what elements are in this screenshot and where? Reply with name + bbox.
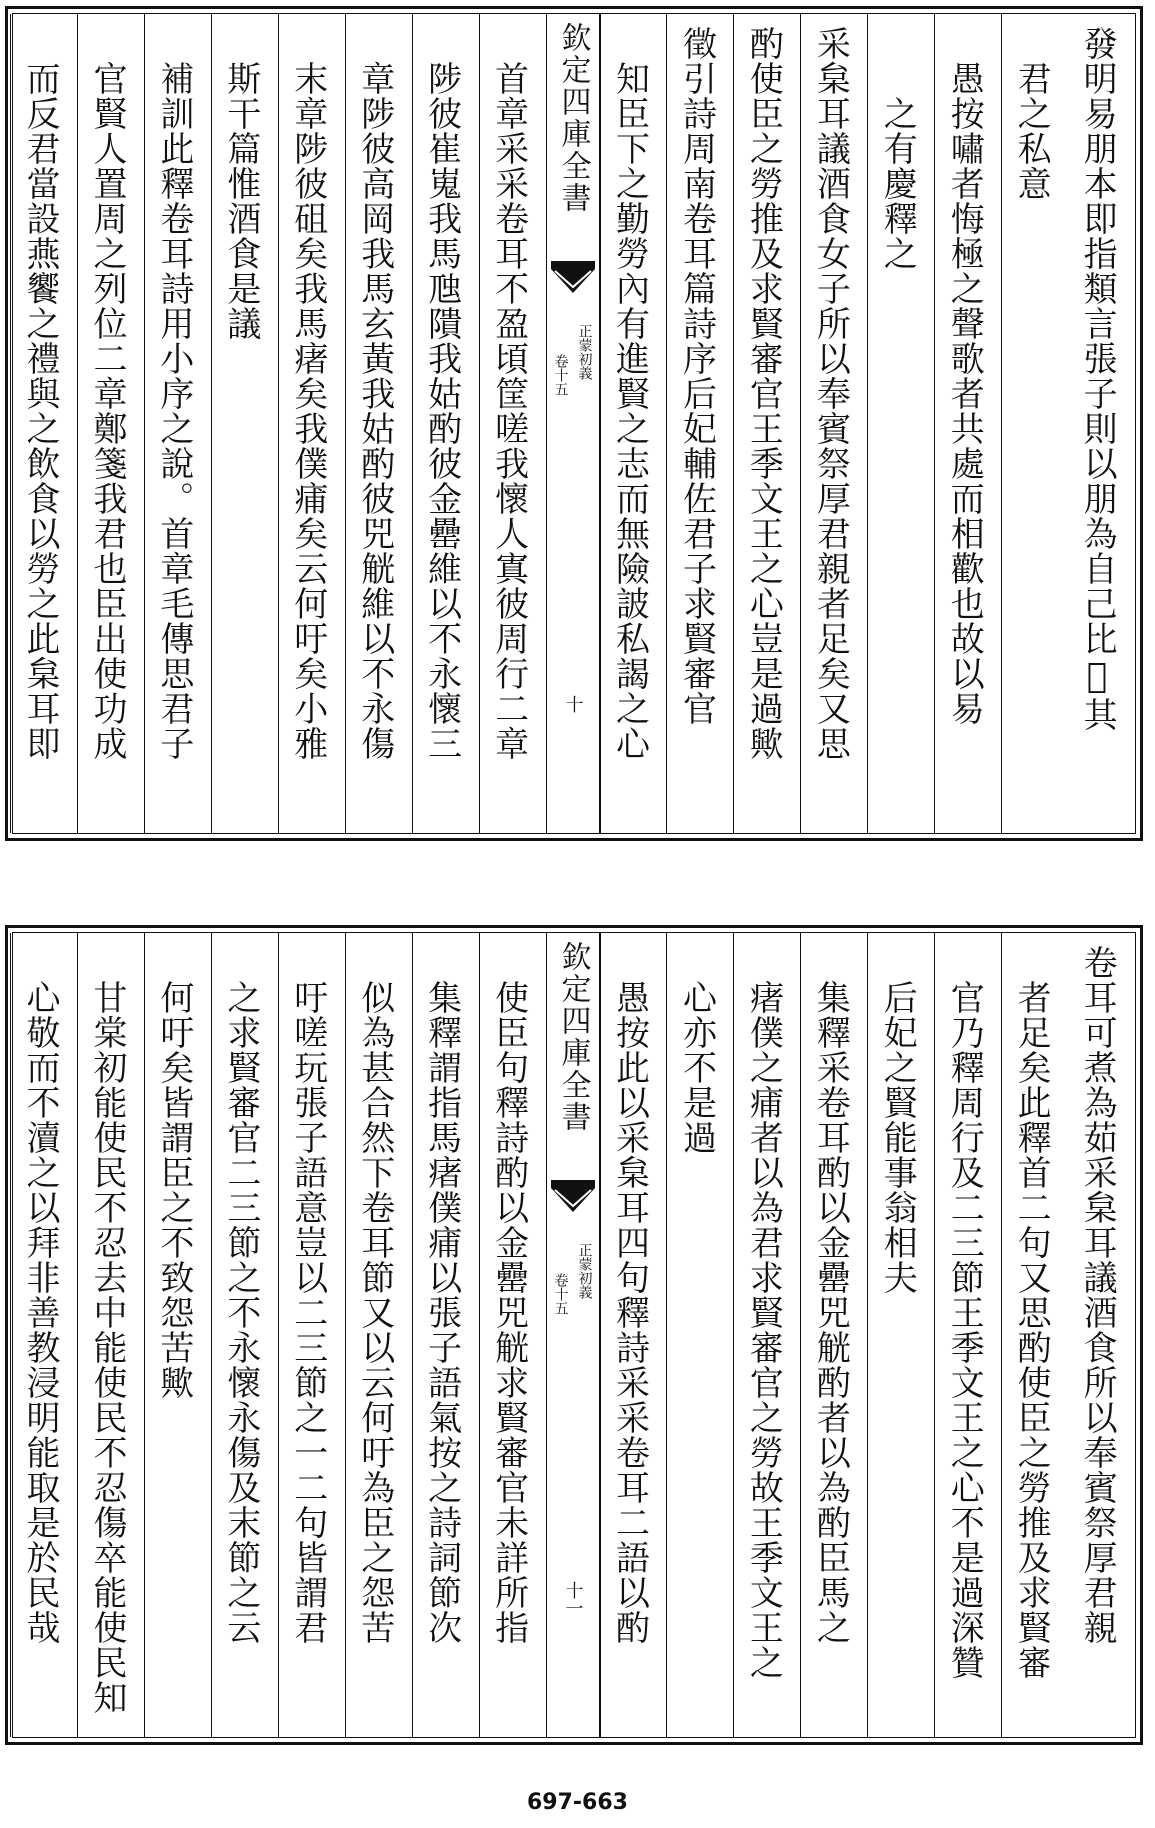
column-text: 集釋采卷耳酌以金罍兕觥酌者以為酌臣馬之 (810, 945, 851, 1645)
text-column (800, 14, 867, 833)
column-text: 而反君當設燕饗之禮與之飲食以勞之此枲耳即 (20, 26, 60, 761)
text-column (666, 933, 733, 1737)
column-text: 使臣句釋詩酌以金罍兕觥求賢審官未詳所指 (488, 945, 529, 1645)
column-text: 心敬而不瀆之以拜非善教浸明能取是於民哉 (20, 945, 60, 1645)
column-text: 酌使臣之勞推及求賢審官王季文王之心豈是過歟 (743, 26, 784, 761)
page-number: 697-663 (527, 1790, 628, 1815)
column-text: 徵引詩周南卷耳篇詩序后妃輔佐君子求賢審官 (676, 26, 717, 726)
column-text: 官賢人置周之列位二章鄭箋我君也臣出使功成 (86, 26, 127, 761)
fishtail-mark-icon (551, 259, 595, 299)
text-column (144, 933, 211, 1737)
text-column (867, 14, 934, 833)
column-text: 知臣下之勤勞內有進賢之志而無險詖私謁之心 (609, 26, 650, 761)
column-text: 官乃釋周行及二三節王季文王之心不是過深贊 (944, 945, 985, 1680)
column-text: 陟彼崔嵬我馬虺隤我姑酌彼金罍維以不永懷三 (421, 26, 462, 761)
column-text: 愚按此以采枲耳四句釋詩采采卷耳二語以酌 (609, 945, 650, 1645)
column-text: 后妃之賢能事翁相夫 (877, 945, 918, 1295)
text-column (345, 14, 412, 833)
text-column (278, 14, 345, 833)
column-text: 集釋謂指馬瘏僕痡以張子語氣按之詩詞節次 (421, 945, 462, 1645)
gutter-volume: 卷十五 (552, 1273, 569, 1315)
center-gutter (546, 14, 600, 833)
text-column (934, 14, 1001, 833)
column-text: 首章采采卷耳不盈頃筐嗟我懷人寘彼周行二章 (488, 26, 529, 761)
column-text: 者足矣此釋首二句又思酌使臣之勞推及求賢審 (1011, 945, 1052, 1680)
text-column (1068, 933, 1135, 1737)
column-text: 甘棠初能使民不忍去中能使民不忍傷卒能使民知 (86, 945, 127, 1715)
text-column (479, 14, 546, 833)
column-text: 瘏僕之痡者以為君求賢審官之勞故王季文王之 (743, 945, 784, 1680)
column-text: 愚按嘯者悔極之聲歌者共處而相歡也故以易 (944, 26, 985, 726)
text-column (1001, 933, 1068, 1737)
text-column (600, 933, 667, 1737)
fishtail-mark-icon (551, 1178, 595, 1218)
text-column (144, 14, 211, 833)
bottom-page (5, 925, 1143, 1745)
column-text: 吁嗟玩張子語意豈以二三節之一二句皆謂君 (287, 945, 328, 1645)
text-column (733, 14, 800, 833)
gutter-volume: 卷十五 (552, 354, 569, 396)
column-text: 何吁矣皆謂臣之不致怨苦歟 (153, 945, 194, 1400)
text-column (867, 933, 934, 1737)
text-column (800, 933, 867, 1737)
column-text: 卷耳可煮為茹采枲耳議酒食所以奉賓祭厚君親 (1077, 945, 1118, 1645)
column-text: 斯干篇惟酒食是議 (220, 26, 261, 341)
text-column (10, 933, 77, 1737)
text-column (934, 933, 1001, 1737)
text-column (733, 933, 800, 1737)
top-page-frame (12, 13, 1136, 834)
text-column (600, 14, 667, 833)
text-column (1068, 14, 1135, 833)
text-column (211, 14, 278, 833)
column-text: 采枲耳議酒食女子所以奉賓祭厚君親者足矣又思 (810, 26, 851, 761)
text-column (77, 14, 144, 833)
text-column (412, 933, 479, 1737)
text-column (666, 14, 733, 833)
column-text: 發明易朋本即指類言張子則以朋為自己比𣈆其 (1077, 26, 1118, 732)
text-column (479, 933, 546, 1737)
text-column (278, 933, 345, 1737)
column-text: 君之私意 (1011, 26, 1052, 201)
bottom-page-frame (12, 932, 1136, 1738)
gutter-book-title: 正蒙初義 (576, 1243, 593, 1299)
text-column (211, 933, 278, 1737)
gutter-title: 欽定四庫全書 (555, 941, 591, 1133)
column-text: 末章陟彼砠矣我馬瘏矣我僕痡矣云何吁矣小雅 (287, 26, 328, 761)
top-page (5, 6, 1143, 841)
text-column (412, 14, 479, 833)
gutter-book-title: 正蒙初義 (576, 324, 593, 380)
column-text: 之求賢審官二三節之不永懷永傷及末節之云 (220, 945, 261, 1645)
text-column (1001, 14, 1068, 833)
gutter-leaf-number: 十一 (562, 1581, 584, 1617)
center-gutter (546, 933, 600, 1737)
column-text: 之有慶釋之 (877, 26, 918, 271)
column-text: 似為甚合然下卷耳節又以云何吁為臣之怨苦 (354, 945, 395, 1645)
text-column (345, 933, 412, 1737)
text-column (10, 14, 77, 833)
column-text: 補訓此釋卷耳詩用小序之說。首章毛傳思君子 (153, 26, 194, 761)
column-text: 心亦不是過 (676, 945, 717, 1155)
text-column (77, 933, 144, 1737)
gutter-title: 欽定四庫全書 (555, 22, 591, 214)
column-text: 章陟彼高岡我馬玄黃我姑酌彼兕觥維以不永傷 (354, 26, 395, 761)
gutter-leaf-number: 十 (562, 695, 584, 713)
